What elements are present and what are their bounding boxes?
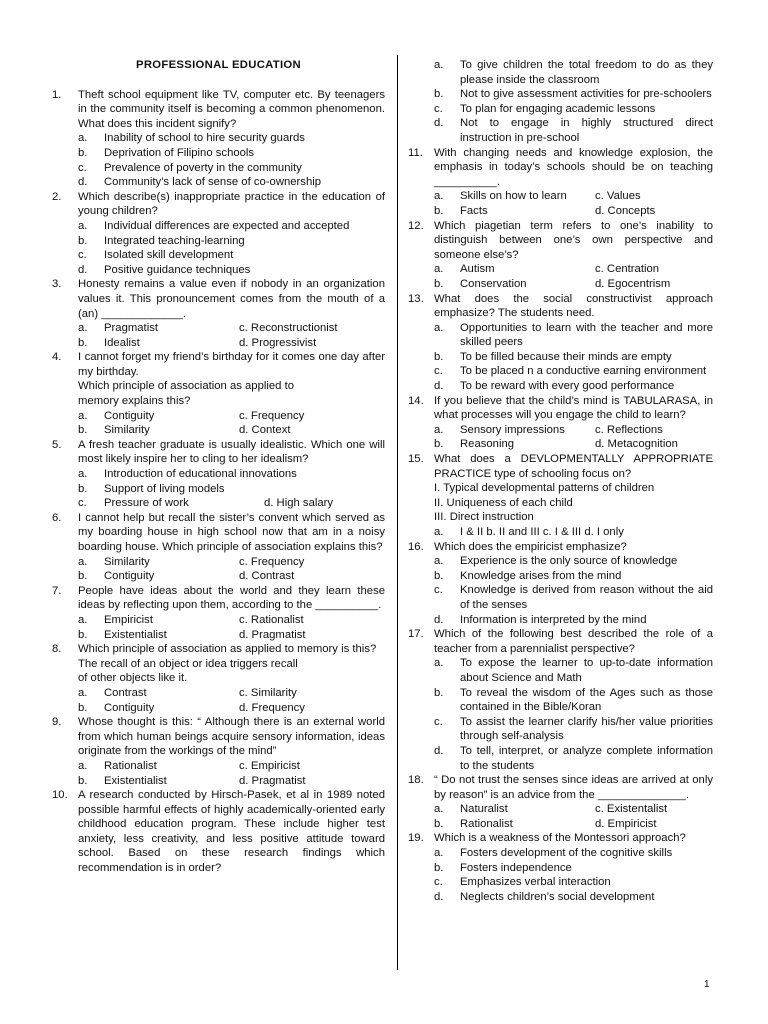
option-text: c. Similarity — [239, 686, 297, 699]
option-letter: a. — [434, 263, 444, 276]
question-number: 14. — [408, 394, 424, 407]
option-text: Existentialist — [104, 774, 167, 787]
left-question-list — [52, 88, 385, 876]
question-text: Which describe(s) inappropriate practice in the education of young children? — [78, 190, 385, 218]
question-item — [52, 788, 385, 876]
option-text: Conservation — [460, 277, 527, 290]
option-text: To be reward with every good performance — [460, 380, 675, 393]
question-item — [408, 627, 713, 773]
option-letter: a. — [434, 526, 444, 538]
option-letter: a. — [434, 190, 444, 203]
answer-option — [434, 715, 713, 744]
option-text: d. Context — [239, 424, 291, 437]
answer-options — [78, 467, 385, 511]
option-letter: a. — [78, 555, 88, 568]
question-text-line: The recall of an object or idea triggers recall — [78, 657, 298, 670]
answer-option — [434, 87, 713, 102]
option-text: c. Rationalist — [239, 613, 304, 626]
question-number: 2. — [52, 190, 62, 203]
option-letter: a. — [434, 423, 444, 436]
answer-option — [434, 583, 713, 612]
option-letter: b. — [78, 146, 88, 159]
option-text: To give children the total freedom to do as they please inside the classroom — [460, 59, 713, 86]
option-text: c. Frequency — [239, 555, 305, 568]
option-text: To tell, interpret, or analyze complete information to the students — [460, 744, 713, 772]
question-item — [52, 88, 385, 190]
answer-option — [434, 861, 713, 876]
option-text: I & II b. II and III c. I & III d. I only — [460, 526, 624, 538]
answer-option — [434, 846, 713, 861]
option-letter: d. — [78, 263, 88, 276]
question-number: 7. — [52, 584, 62, 597]
option-letter: c. — [78, 249, 87, 262]
option-letter: a. — [78, 132, 88, 145]
answer-option — [434, 686, 713, 715]
option-text: Reasoning — [460, 438, 515, 451]
question-item — [52, 190, 385, 278]
option-text: Neglects children’s social development — [460, 890, 655, 903]
option-letter: b. — [78, 234, 88, 247]
question-text-line: Which principle of association as applied to — [78, 380, 295, 393]
option-letter: b. — [434, 277, 444, 290]
question-item — [408, 452, 713, 540]
question-number: 13. — [408, 292, 424, 305]
answer-option — [434, 350, 713, 365]
option-text: Autism — [460, 263, 495, 276]
answer-option — [434, 321, 713, 350]
option-letter: c. — [434, 584, 443, 597]
option-text: d. Progressivist — [239, 336, 317, 349]
answer-option — [434, 379, 713, 394]
option-text: To assist the learner clarify his/her value priorities through self-analysis — [460, 715, 713, 743]
question-text: What does the social constructivist approach emphasize? The students need. — [434, 292, 713, 320]
question-number: 6. — [52, 511, 62, 524]
answer-option — [434, 58, 713, 87]
option-text: Integrated teaching-learning — [104, 234, 245, 247]
option-letter: b. — [434, 686, 444, 699]
option-letter: a. — [78, 219, 88, 232]
option-letter: d. — [434, 890, 444, 903]
option-text: Similarity — [104, 424, 150, 437]
question-number: 18. — [408, 774, 424, 787]
answer-option — [434, 554, 713, 569]
question-number: 4. — [52, 351, 62, 364]
option-text: Rationalist — [460, 817, 513, 830]
option-letter: b. — [78, 570, 88, 583]
answer-option — [434, 744, 713, 773]
answer-options — [434, 846, 713, 904]
answer-options — [78, 759, 385, 788]
answer-option — [434, 525, 713, 540]
option-letter: a. — [434, 59, 444, 71]
question-item — [52, 642, 385, 715]
option-text: Deprivation of Filipino schools — [104, 146, 255, 159]
option-letter: b. — [78, 482, 88, 495]
question-text: “ Do not trust the senses since ideas are arrived at only by reason” is an advice from the ______________. — [434, 774, 713, 801]
answer-option — [78, 175, 385, 190]
option-letter: d. — [434, 117, 444, 130]
option-letter: c. — [434, 365, 443, 378]
option-text: d. Pragmatist — [239, 774, 306, 787]
answer-options — [434, 423, 713, 452]
answer-options — [434, 321, 713, 394]
option-letter: d. — [434, 380, 444, 393]
question-item — [52, 438, 385, 511]
question-text: Which is a weakness of the Montessori approach? — [434, 832, 686, 845]
question-text: People have ideas about the world and they learn these ideas by reflecting upon them, according to the __________. — [78, 584, 385, 612]
option-letter: a. — [434, 555, 444, 568]
question-item — [408, 394, 713, 452]
answer-option — [78, 467, 385, 482]
option-text: Prevalence of poverty in the community — [104, 161, 302, 174]
question-number: 15. — [408, 453, 424, 466]
question-item — [52, 584, 385, 642]
option-letter: a. — [434, 657, 444, 670]
option-text: Contiguity — [104, 701, 155, 714]
question-text-line: of other objects like it. — [78, 672, 188, 685]
answer-option — [434, 116, 713, 145]
question-number: 1. — [52, 88, 62, 101]
answer-options — [434, 554, 713, 627]
option-text: Naturalist — [460, 803, 508, 816]
question-text: Which does the empiricist emphasize? — [434, 540, 627, 553]
option-letter: b. — [78, 701, 88, 714]
answer-options — [78, 613, 385, 642]
option-letter: a. — [78, 613, 88, 626]
answer-option — [78, 263, 385, 278]
option-text: Information is interpreted by the mind — [460, 613, 647, 626]
option-text: Idealist — [104, 336, 140, 349]
option-text: Similarity — [104, 555, 150, 568]
option-text: Opportunities to learn with the teacher and more skilled peers — [460, 321, 713, 349]
option-text: Experience is the only source of knowledge — [460, 555, 678, 568]
answer-option — [78, 482, 385, 497]
option-letter: a. — [78, 686, 88, 699]
option-letter: b. — [78, 628, 88, 641]
option-letter: d. — [434, 613, 444, 626]
question-item — [408, 58, 713, 146]
answer-options — [78, 321, 385, 350]
question-text: Which principle of association as applied to memory is this? — [78, 643, 377, 656]
answer-option — [78, 161, 385, 176]
option-letter: b. — [434, 88, 444, 101]
answer-options — [434, 802, 713, 831]
left-column — [52, 58, 385, 876]
option-text: Not to give assessment activities for pre-schoolers — [460, 88, 712, 101]
option-text: To reveal the wisdom of the Ages such as those contained in the Bible/Koran — [460, 686, 713, 714]
option-text: To plan for engaging academic lessons — [460, 102, 656, 115]
question-item — [52, 277, 385, 350]
option-letter: c. — [434, 102, 443, 115]
answer-options — [434, 189, 713, 218]
question-text: A research conducted by Hirsch-Pasek, et al in 1989 noted possible harmful effects of highly academically-oriented early childhood education program. These include higher test anxiety, less creativity, and less positive attitude toward school. Based on these research findings which recommendation is in order? — [78, 789, 385, 875]
option-letter: b. — [434, 569, 444, 582]
option-letter: a. — [78, 322, 88, 335]
answer-option — [434, 613, 713, 628]
answer-options — [78, 219, 385, 277]
question-item — [52, 715, 385, 788]
option-text: d. Contrast — [239, 570, 295, 583]
option-letter: c. — [78, 161, 87, 174]
option-text: Pragmatist — [104, 322, 158, 335]
option-letter: b. — [78, 424, 88, 437]
roman-item: I. Typical developmental patterns of children — [434, 482, 655, 495]
question-text: I cannot help but recall the sister’s convent which served as my boarding house in high school now that am in a noisy boarding house. Which principle of association explains this? — [78, 511, 385, 553]
roman-item: II. Uniqueness of each child — [434, 496, 573, 509]
option-text: Empiricist — [104, 613, 153, 626]
option-text: Isolated skill development — [104, 249, 234, 262]
option-letter: c. — [434, 715, 443, 728]
answer-options — [78, 409, 385, 438]
question-text: Theft school equipment like TV, computer etc. By teenagers in the community itself is becoming a common phenomenon. What does this incident signify? — [78, 88, 385, 130]
option-letter: b. — [434, 204, 444, 217]
option-text: Not to engage in highly structured direct instruction in pre-school — [460, 117, 713, 144]
answer-option — [434, 875, 713, 890]
answer-option — [434, 364, 713, 379]
answer-options — [434, 656, 713, 773]
question-text: If you believe that the child’s mind is TABULARASA, in what processes will you engage the child to learn? — [434, 394, 713, 422]
option-letter: b. — [434, 438, 444, 451]
question-number: 9. — [52, 716, 62, 729]
question-text: Honesty remains a value even if nobody in an organization values it. This pronouncement comes from the mouth of a (an) _____________. — [78, 278, 385, 320]
question-text: With changing needs and knowledge explosion, the emphasis in today’s schools should be on teaching __________. — [434, 146, 713, 188]
answer-option — [434, 656, 713, 685]
answer-option — [78, 234, 385, 249]
answer-option — [434, 569, 713, 584]
question-number: 10. — [52, 789, 68, 802]
option-text: Support of living models — [104, 482, 225, 495]
question-item — [52, 511, 385, 584]
question-item — [52, 350, 385, 438]
answer-option — [78, 131, 385, 146]
question-text: I cannot forget my friend’s birthday for it comes one day after my birthday. — [78, 351, 385, 378]
option-letter: b. — [78, 336, 88, 349]
question-number: 12. — [408, 219, 424, 232]
question-number: 16. — [408, 540, 424, 553]
option-text: d. Egocentrism — [595, 277, 671, 290]
option-letter: b. — [434, 817, 444, 830]
answer-options — [78, 555, 385, 584]
option-text: Individual differences are expected and accepted — [104, 219, 350, 232]
option-text: d. Empiricist — [595, 817, 657, 830]
option-text: Community’s lack of sense of co-ownership — [104, 176, 322, 189]
question-text: Whose thought is this: “ Although there is an external world from which human beings acquire sensory information, ideas originate from the workings of the mind” — [78, 716, 385, 758]
answer-option — [78, 496, 385, 511]
answer-option — [78, 146, 385, 161]
question-text: A fresh teacher graduate is usually idealistic. Which one will most likely inspire her to cling to her idealism? — [78, 438, 385, 466]
option-text: To be filled because their minds are empty — [460, 350, 672, 363]
option-text: Fosters independence — [460, 861, 572, 874]
option-letter: b. — [434, 350, 444, 363]
option-text: Inability of school to hire security guards — [104, 132, 305, 145]
option-text: Skills on how to learn — [460, 190, 567, 203]
option-text: To be placed n a conductive earning environment — [460, 365, 707, 378]
roman-item: III. Direct instruction — [434, 511, 534, 524]
answer-option — [78, 219, 385, 234]
option-letter: d. — [434, 744, 444, 757]
question-number: 19. — [408, 832, 424, 845]
question-number: 3. — [52, 278, 62, 291]
page-title: PROFESSIONAL EDUCATION — [136, 59, 301, 71]
right-column — [408, 58, 713, 904]
question-item — [408, 540, 713, 628]
option-letter: a. — [78, 468, 88, 481]
option-text: Pressure of work — [104, 497, 189, 510]
answer-option — [434, 102, 713, 117]
option-text: Sensory impressions — [460, 423, 565, 436]
option-text: Contiguity — [104, 409, 155, 422]
option-text: To expose the learner to up-to-date information about Science and Math — [460, 657, 713, 684]
question-text: What does a DEVLOPMENTALLY APPROPRIATE PRACTICE type of schooling focus on? — [434, 453, 713, 480]
option-letter: a. — [434, 321, 444, 334]
option-text: Contrast — [104, 686, 147, 699]
option-text: Knowledge arises from the mind — [460, 569, 622, 582]
question-item — [408, 146, 713, 219]
option-text: c. Frequency — [239, 409, 305, 422]
option-text: d. High salary — [264, 497, 334, 510]
page-number: 1 — [704, 979, 710, 990]
question-number: 8. — [52, 643, 62, 656]
option-text: c. Empiricist — [239, 759, 300, 772]
option-letter: b. — [434, 861, 444, 874]
option-text: Introduction of educational innovations — [104, 468, 297, 481]
option-text: Existentialist — [104, 628, 167, 641]
option-text: c. Existentalist — [595, 803, 668, 816]
option-text: c. Centration — [595, 263, 660, 276]
option-text: Emphasizes verbal interaction — [460, 876, 611, 889]
question-item — [408, 219, 713, 292]
option-letter: a. — [434, 847, 444, 860]
question-number: 11. — [408, 146, 423, 159]
option-text: Facts — [460, 204, 488, 217]
question-number: 17. — [408, 628, 424, 641]
question-text: Which of the following best described the role of a teacher from a parennialist perspective? — [434, 628, 713, 655]
question-item — [408, 773, 713, 831]
option-text: Contiguity — [104, 570, 155, 583]
right-question-list — [408, 58, 713, 904]
option-letter: b. — [78, 774, 88, 787]
option-text: d. Concepts — [595, 204, 656, 217]
option-letter: c. — [78, 497, 87, 510]
option-text: c. Values — [595, 190, 641, 203]
option-letter: a. — [78, 409, 88, 422]
option-text: Fosters development of the cognitive skills — [460, 847, 673, 860]
column-divider — [397, 55, 398, 970]
option-letter: a. — [78, 759, 88, 772]
question-text: Which piagetian term refers to one’s inability to distinguish between one’s own perspective and someone else’s? — [434, 219, 713, 261]
answer-options — [78, 131, 385, 189]
option-letter: d. — [78, 176, 88, 189]
option-text: Rationalist — [104, 759, 157, 772]
answer-options — [78, 686, 385, 715]
answer-options — [434, 262, 713, 291]
option-text: Positive guidance techniques — [104, 263, 251, 276]
answer-option — [434, 890, 713, 905]
option-text: d. Frequency — [239, 701, 305, 714]
answer-option — [78, 248, 385, 263]
option-text: d. Pragmatist — [239, 628, 306, 641]
answer-options — [434, 58, 713, 146]
option-text: Knowledge is derived from reason without the aid of the senses — [460, 584, 713, 611]
option-letter: a. — [434, 803, 444, 816]
question-number: 5. — [52, 438, 62, 451]
question-item — [408, 292, 713, 394]
option-letter: c. — [434, 876, 443, 889]
option-text: d. Metacognition — [595, 438, 678, 451]
question-text-line: memory explains this? — [78, 395, 191, 408]
option-text: c. Reflections — [595, 423, 663, 436]
option-text: c. Reconstructionist — [239, 322, 338, 335]
question-item — [408, 831, 713, 904]
